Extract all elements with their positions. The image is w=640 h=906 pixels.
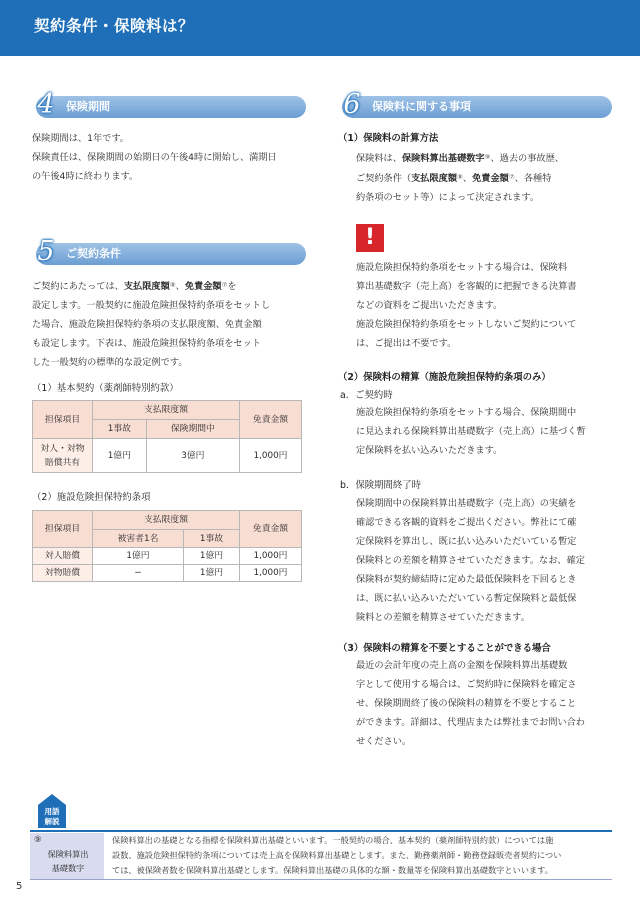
t2-row-per-victim: 1億円	[93, 548, 184, 565]
page-header-bar	[0, 0, 640, 56]
t1-row-per-accident: 1億円	[93, 439, 147, 473]
term-payment-limit: 支払限度額	[123, 281, 170, 292]
no-settlement-body: 最近の会計年度の売上高の金額を保険料算出基礎数 字として使用する場合は、ご契約時に保険料を確定さ せ、保険期間終了後の保険料の精算を不要とすること ができます。詳細は、代理店または弊社までお問い合わ せください。	[356, 660, 585, 747]
settlement-b-title: b．保険期間終了時	[340, 480, 421, 491]
t2-row-deduct: 1,000円	[240, 565, 302, 582]
settlement-b-body: 保険期間中の保険料算出基礎数字（売上高）の実績を 確認できる客観的資料をご提出ください。弊社にて確 定保険料を算出し、既に払い込みいただいている暫定 保険料との差額を精算させていただきます。なお、確定 保険料が契約締結時に定めた最低保険料を下回るとき は、既に払い込みいただいている暫定保険料と最低保 険料との差額を精算させていただきます。	[356, 498, 585, 623]
premium-calc-body: 保険料は、保険料算出基礎数字⑨、過去の事故歴、 ご契約条件（支払限度額⑧、免責金額⑦、各種特 約条項のセット等）によって決定されます。	[356, 153, 564, 203]
section-4-body: 保険期間は、1年です。 保険責任は、保険期間の始期日の午後4時に開始し、満期日 の午後4時に終わります。	[32, 133, 277, 182]
warning-note: 施設危険担保特約条項をセットする場合は、保険料 算出基礎数字（売上高）を客観的に把握できる決算書 などの資料をご提出いただきます。 施設危険担保特約条項をセットしないご契約について は、ご提出は不要です。	[356, 262, 577, 349]
warning-icon: !	[356, 224, 384, 252]
settlement-a-body: 施設危険担保特約条項をセットする場合、保険期間中 に見込まれる保険料算出基礎数字（売上高）に基づく暫 定保険料を払い込みいただきます。	[356, 407, 586, 456]
section-5-body: ご契約にあたっては、支払限度額⑧、免責金額⑦を 設定します。一般契約に施設危険担保特約条項をセットし た場合、施設危険担保特約条項の支払限度額、免責金額 も設定します。下表は、施設危険担保特約条項をセット した一般契約の標準的な設定例です。	[32, 281, 271, 368]
glossary-index: ⑨	[34, 835, 42, 845]
premium-settlement-title: （2）保険料の精算（施設危険担保特約条項のみ）	[338, 372, 551, 383]
settlement-a-title: a．ご契約時	[340, 390, 393, 401]
svg-text:用語: 用語	[44, 807, 60, 816]
section-6-number: 6	[343, 89, 361, 120]
term-deductible: 免責金額	[184, 281, 222, 292]
table-row	[33, 548, 302, 565]
t2-row-item: 対人賠償	[33, 548, 93, 565]
premium-calc-title: （1）保険料の計算方法	[338, 133, 439, 144]
t2-header-deduct: 免責金額	[240, 511, 302, 548]
table-row	[33, 439, 302, 473]
section-4-number: 4	[37, 89, 55, 120]
t1-header-item: 担保項目	[33, 401, 93, 439]
glossary-bottom-rule	[30, 879, 612, 880]
section-4-header	[36, 89, 306, 120]
table-row	[33, 565, 302, 582]
page-number: 5	[16, 881, 23, 892]
section-4-title: 保険期間	[66, 100, 110, 113]
svg-text:解説: 解説	[44, 817, 60, 826]
section-5-title: ご契約条件	[66, 247, 121, 260]
no-settlement-title: （3）保険料の精算を不要とすることができる場合	[338, 643, 551, 654]
section-5-header	[36, 236, 306, 267]
section-5-number: 5	[37, 236, 55, 267]
t2-header-per-accident: 1事故	[183, 530, 239, 548]
glossary-term: 保険料算出 基礎数字	[47, 849, 89, 873]
section-6-title: 保険料に関する事項	[372, 100, 471, 113]
t1-header-deduct: 免責金額	[240, 401, 302, 439]
t2-row-per-victim: −	[93, 565, 184, 582]
t1-header-period: 保険期間中	[146, 420, 239, 439]
t1-row-item: 対人・対物 賠償共有	[33, 439, 93, 473]
glossary-divider	[30, 830, 612, 832]
page-title: 契約条件・保険料は？	[34, 17, 195, 35]
t2-header-limit: 支払限度額	[93, 511, 240, 530]
table-facility-rider	[32, 510, 302, 582]
t1-row-period: 3億円	[146, 439, 239, 473]
t1-header-per-accident: 1事故	[93, 420, 147, 439]
ref-8: ⑧	[169, 281, 176, 289]
ref-7: ⑦	[221, 281, 228, 289]
table-1-title: （1）基本契約（薬剤師特別約款）	[32, 383, 179, 394]
glossary-badge-icon	[37, 793, 67, 829]
t2-row-per-accident: 1億円	[183, 565, 239, 582]
t2-row-per-accident: 1億円	[183, 548, 239, 565]
table-basic-contract	[32, 400, 302, 473]
table-2-title: （2）施設危険担保特約条項	[32, 492, 151, 503]
glossary-description: 保険料算出の基礎となる指標を保険料算出基礎といいます。一般契約の場合、基本契約（薬剤師特別約款）については施 設数、施設危険担保特約条項については売上高を保険料算出基礎とします。また、勤務薬剤師・勤務登録販売者契約につい ては、被保険者数を保険料算出基礎とします。保険料算出基礎の具体的な額・数量等を保険料算出基礎数字といいます。	[112, 835, 562, 875]
glossary-term-box	[30, 833, 104, 879]
t2-row-deduct: 1,000円	[240, 548, 302, 565]
t1-header-limit: 支払限度額	[93, 401, 240, 420]
section-6-header	[342, 89, 612, 120]
t2-header-item: 担保項目	[33, 511, 93, 548]
t2-header-per-victim: 被害者1名	[93, 530, 184, 548]
t1-row-deduct: 1,000円	[240, 439, 302, 473]
t2-row-item: 対物賠償	[33, 565, 93, 582]
